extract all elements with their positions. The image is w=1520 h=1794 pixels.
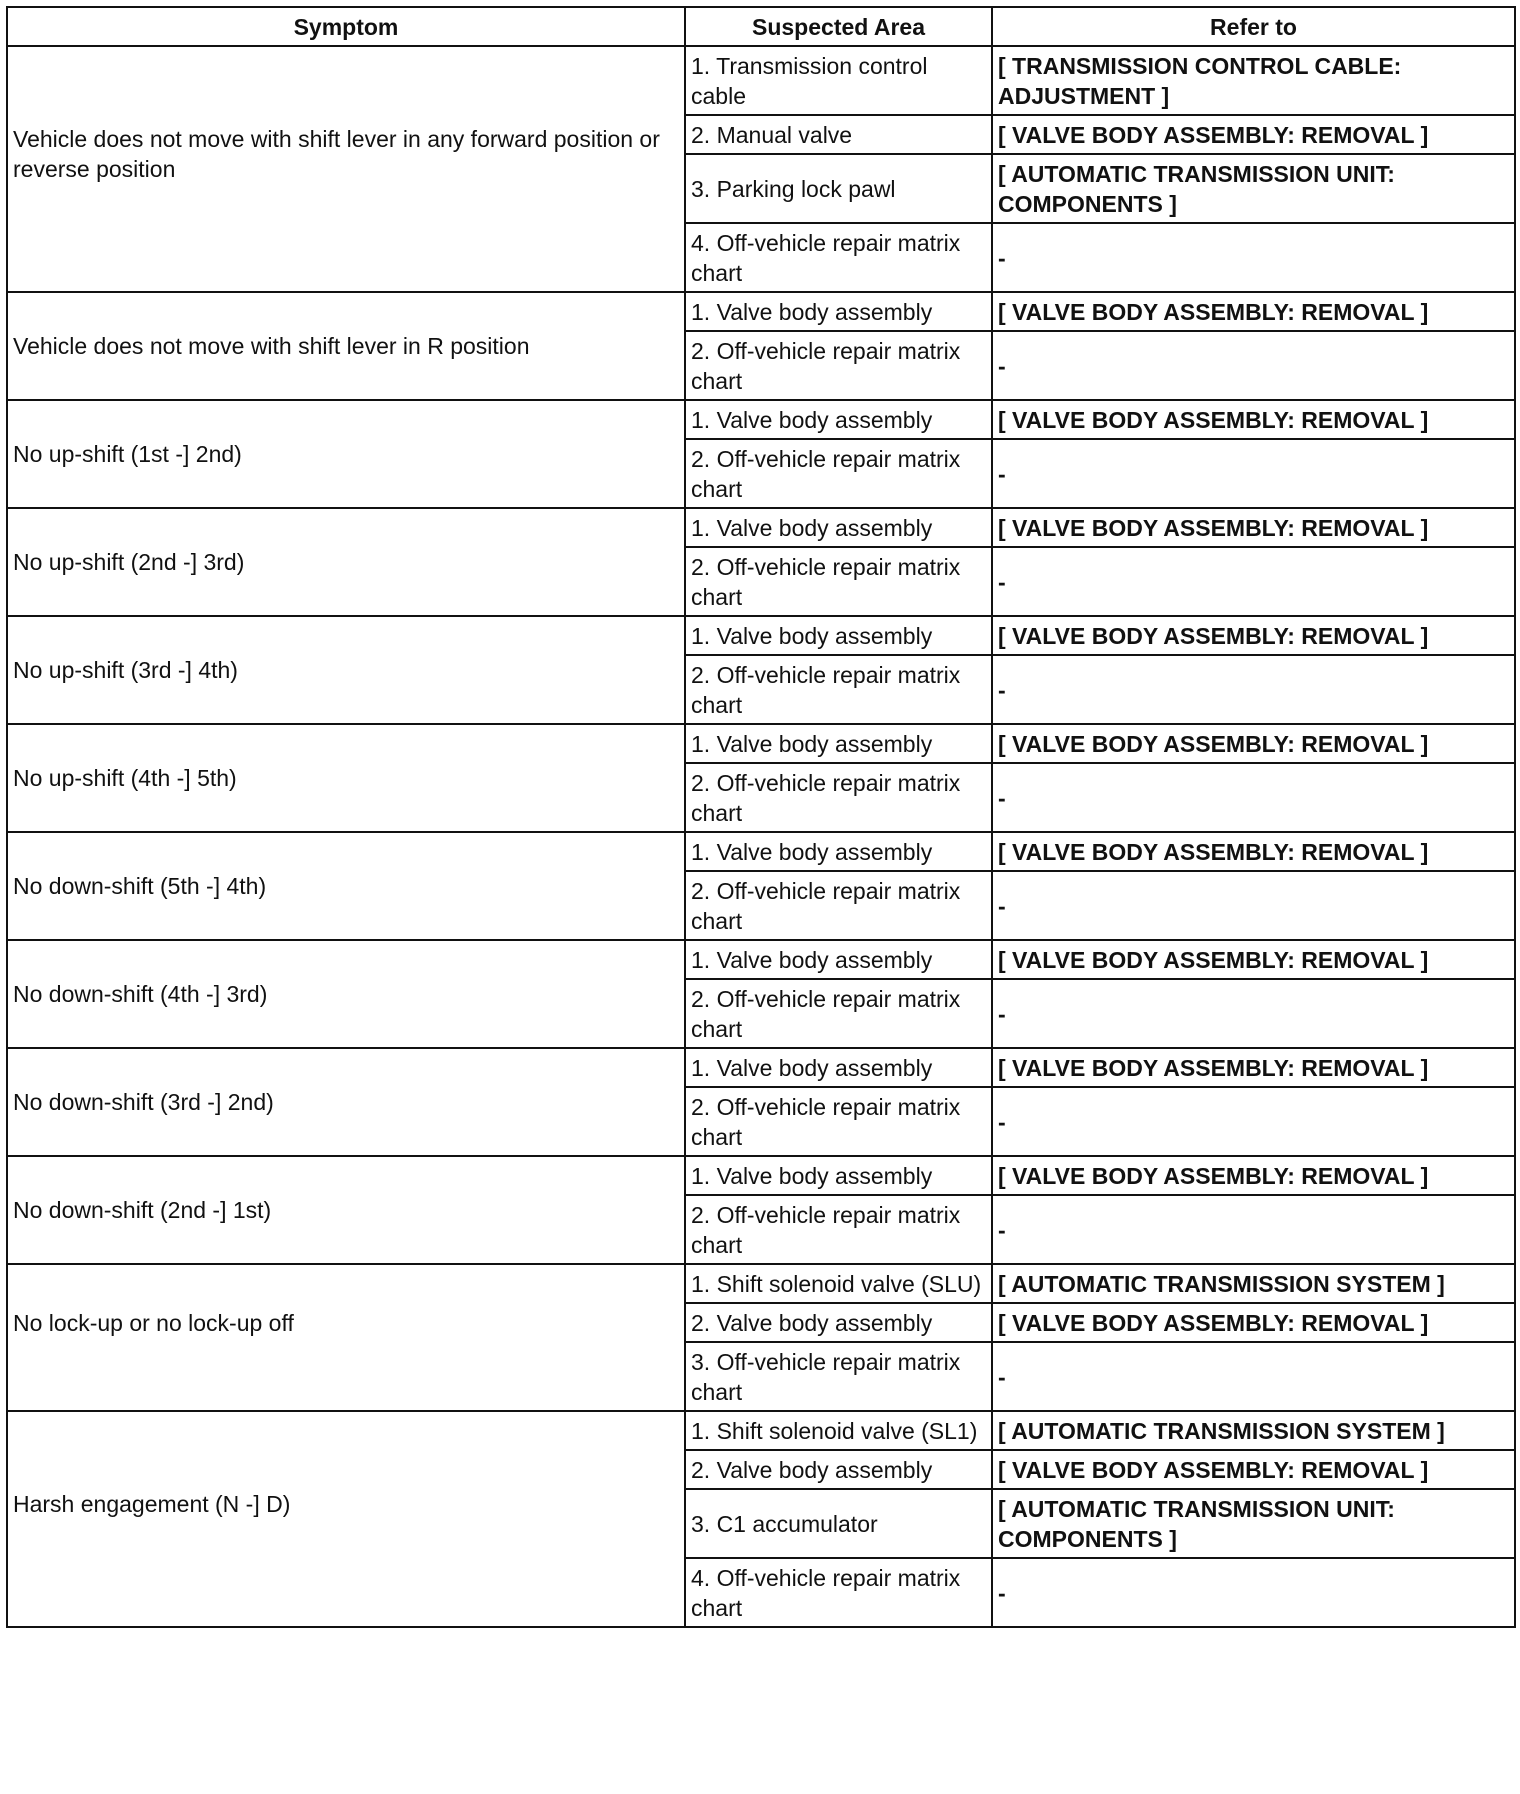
suspected-area-cell: 1. Valve body assembly (685, 292, 992, 331)
symptom-cell: Vehicle does not move with shift lever in any forward position or reverse position (7, 46, 685, 292)
suspected-area-cell: 2. Off-vehicle repair matrix chart (685, 547, 992, 616)
suspected-area-cell: 2. Valve body assembly (685, 1303, 992, 1342)
symptom-cell: No up-shift (3rd -] 4th) (7, 616, 685, 724)
table-row (7, 1411, 1515, 1450)
suspected-area-cell: 1. Shift solenoid valve (SL1) (685, 1411, 992, 1450)
suspected-area-cell: 3. Off-vehicle repair matrix chart (685, 1342, 992, 1411)
header-symptom: Symptom (7, 7, 685, 46)
symptom-cell: Vehicle does not move with shift lever in R position (7, 292, 685, 400)
refer-to-cell: - (992, 1342, 1515, 1411)
header-refer-to: Refer to (992, 7, 1515, 46)
refer-to-cell: [ AUTOMATIC TRANSMISSION UNIT: COMPONENTS ] (992, 154, 1515, 223)
symptom-cell: No down-shift (5th -] 4th) (7, 832, 685, 940)
suspected-area-cell: 4. Off-vehicle repair matrix chart (685, 1558, 992, 1627)
table-row (7, 1264, 1515, 1303)
suspected-area-cell: 1. Valve body assembly (685, 940, 992, 979)
suspected-area-cell: 1. Valve body assembly (685, 832, 992, 871)
suspected-area-cell: 1. Valve body assembly (685, 616, 992, 655)
refer-to-cell: [ VALVE BODY ASSEMBLY: REMOVAL ] (992, 616, 1515, 655)
suspected-area-cell: 2. Off-vehicle repair matrix chart (685, 871, 992, 940)
suspected-area-cell: 1. Valve body assembly (685, 1156, 992, 1195)
suspected-area-cell: 1. Transmission control cable (685, 46, 992, 115)
suspected-area-cell: 2. Off-vehicle repair matrix chart (685, 439, 992, 508)
symptom-cell: No lock-up or no lock-up off (7, 1264, 685, 1411)
refer-to-cell: [ VALVE BODY ASSEMBLY: REMOVAL ] (992, 1156, 1515, 1195)
suspected-area-cell: 2. Off-vehicle repair matrix chart (685, 979, 992, 1048)
refer-to-cell: [ VALVE BODY ASSEMBLY: REMOVAL ] (992, 292, 1515, 331)
refer-to-cell: - (992, 331, 1515, 400)
refer-to-cell: - (992, 439, 1515, 508)
symptom-cell: No up-shift (2nd -] 3rd) (7, 508, 685, 616)
refer-to-cell: [ TRANSMISSION CONTROL CABLE: ADJUSTMENT ] (992, 46, 1515, 115)
table-row (7, 46, 1515, 115)
suspected-area-cell: 3. C1 accumulator (685, 1489, 992, 1558)
table-row (7, 940, 1515, 979)
refer-to-cell: - (992, 1558, 1515, 1627)
table-row (7, 400, 1515, 439)
symptom-cell: No down-shift (4th -] 3rd) (7, 940, 685, 1048)
refer-to-cell: - (992, 655, 1515, 724)
symptom-table (6, 6, 1516, 1628)
refer-to-cell: - (992, 1195, 1515, 1264)
suspected-area-cell: 2. Off-vehicle repair matrix chart (685, 331, 992, 400)
suspected-area-cell: 1. Valve body assembly (685, 400, 992, 439)
refer-to-cell: [ VALVE BODY ASSEMBLY: REMOVAL ] (992, 1450, 1515, 1489)
suspected-area-cell: 2. Valve body assembly (685, 1450, 992, 1489)
refer-to-cell: [ AUTOMATIC TRANSMISSION UNIT: COMPONENTS ] (992, 1489, 1515, 1558)
refer-to-cell: [ VALVE BODY ASSEMBLY: REMOVAL ] (992, 832, 1515, 871)
suspected-area-cell: 3. Parking lock pawl (685, 154, 992, 223)
suspected-area-cell: 1. Valve body assembly (685, 724, 992, 763)
table-row (7, 832, 1515, 871)
refer-to-cell: [ VALVE BODY ASSEMBLY: REMOVAL ] (992, 1048, 1515, 1087)
refer-to-cell: - (992, 979, 1515, 1048)
suspected-area-cell: 2. Manual valve (685, 115, 992, 154)
suspected-area-cell: 2. Off-vehicle repair matrix chart (685, 655, 992, 724)
suspected-area-cell: 1. Valve body assembly (685, 508, 992, 547)
suspected-area-cell: 1. Valve body assembly (685, 1048, 992, 1087)
symptom-cell: Harsh engagement (N -] D) (7, 1411, 685, 1627)
refer-to-cell: [ AUTOMATIC TRANSMISSION SYSTEM ] (992, 1264, 1515, 1303)
header-row (7, 7, 1515, 46)
refer-to-cell: [ VALVE BODY ASSEMBLY: REMOVAL ] (992, 940, 1515, 979)
table-row (7, 292, 1515, 331)
refer-to-cell: [ VALVE BODY ASSEMBLY: REMOVAL ] (992, 724, 1515, 763)
header-suspected-area: Suspected Area (685, 7, 992, 46)
symptom-cell: No down-shift (2nd -] 1st) (7, 1156, 685, 1264)
suspected-area-cell: 2. Off-vehicle repair matrix chart (685, 1087, 992, 1156)
table-row (7, 616, 1515, 655)
suspected-area-cell: 4. Off-vehicle repair matrix chart (685, 223, 992, 292)
table-row (7, 1156, 1515, 1195)
refer-to-cell: [ VALVE BODY ASSEMBLY: REMOVAL ] (992, 508, 1515, 547)
table-body (7, 46, 1515, 1627)
table-row (7, 724, 1515, 763)
refer-to-cell: [ VALVE BODY ASSEMBLY: REMOVAL ] (992, 1303, 1515, 1342)
symptom-cell: No down-shift (3rd -] 2nd) (7, 1048, 685, 1156)
refer-to-cell: - (992, 223, 1515, 292)
refer-to-cell: - (992, 547, 1515, 616)
refer-to-cell: - (992, 763, 1515, 832)
suspected-area-cell: 2. Off-vehicle repair matrix chart (685, 763, 992, 832)
table-row (7, 1048, 1515, 1087)
refer-to-cell: - (992, 871, 1515, 940)
table-row (7, 508, 1515, 547)
suspected-area-cell: 1. Shift solenoid valve (SLU) (685, 1264, 992, 1303)
symptom-cell: No up-shift (1st -] 2nd) (7, 400, 685, 508)
refer-to-cell: [ AUTOMATIC TRANSMISSION SYSTEM ] (992, 1411, 1515, 1450)
refer-to-cell: - (992, 1087, 1515, 1156)
refer-to-cell: [ VALVE BODY ASSEMBLY: REMOVAL ] (992, 115, 1515, 154)
symptom-cell: No up-shift (4th -] 5th) (7, 724, 685, 832)
refer-to-cell: [ VALVE BODY ASSEMBLY: REMOVAL ] (992, 400, 1515, 439)
suspected-area-cell: 2. Off-vehicle repair matrix chart (685, 1195, 992, 1264)
